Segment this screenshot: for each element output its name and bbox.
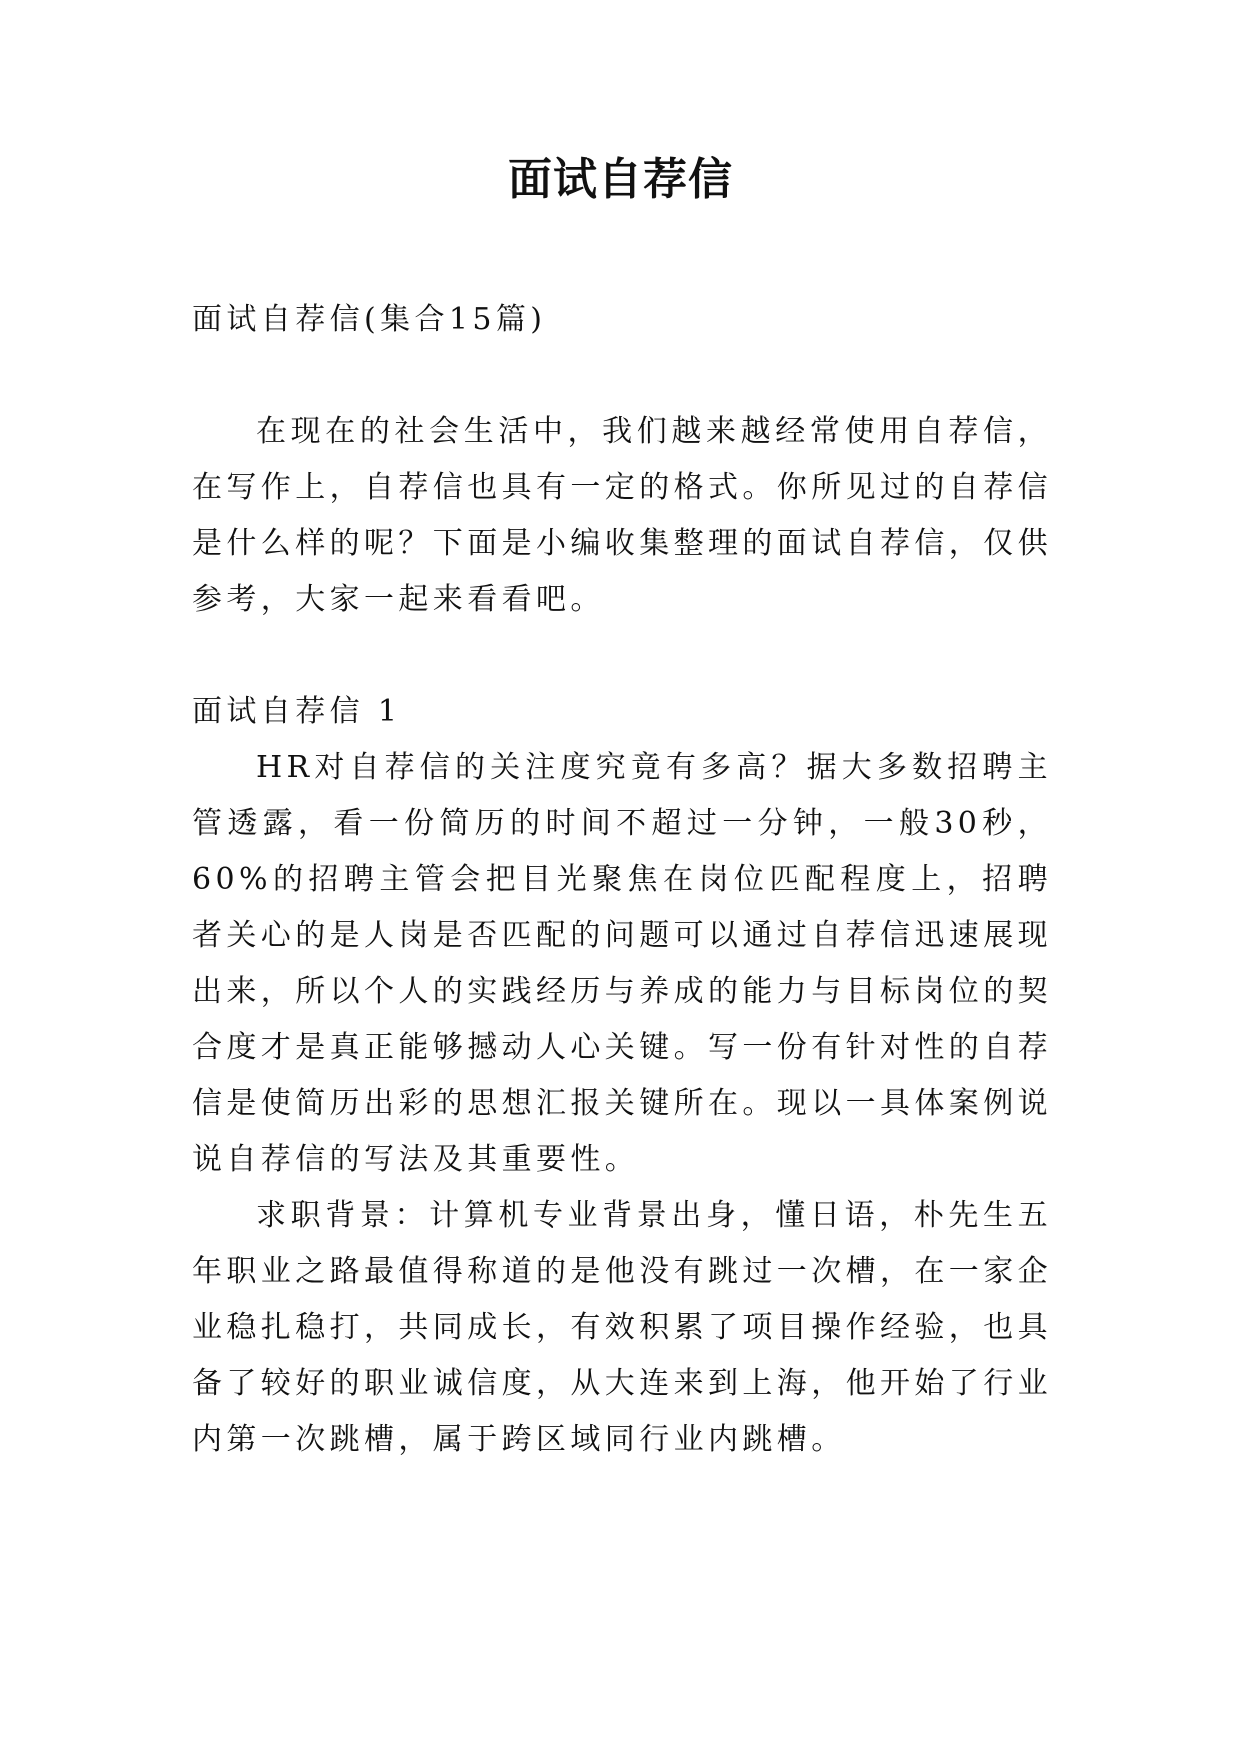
- section-heading: 面试自荐信 1: [192, 694, 402, 729]
- document-body: [192, 292, 1052, 1468]
- intro-paragraph: 在现在的社会生活中，我们越来越经常使用自荐信，在写作上，自荐信也具有一定的格式。你所见过的自荐信是什么样的呢？下面是小编收集整理的面试自荐信，仅供参考，大家一起来看看吧。: [192, 414, 1052, 617]
- document-subtitle: 面试自荐信(集合15篇): [192, 302, 547, 337]
- body-paragraph-1: HR对自荐信的关注度究竟有多高？据大多数招聘主管透露，看一份简历的时间不超过一分钟，一般30秒，60%的招聘主管会把目光聚焦在岗位匹配程度上，招聘者关心的是人岗是否匹配的问题可以通过自荐信迅速展现出来，所以个人的实践经历与养成的能力与目标岗位的契合度才是真正能够撼动人心关键。写一份有针对性的自荐信是使简历出彩的思想汇报关键所在。现以一具体案例说说自荐信的写法及其重要性。: [192, 750, 1052, 1177]
- document-title: 面试自荐信: [508, 154, 733, 205]
- body-paragraph-2: 求职背景：计算机专业背景出身，懂日语，朴先生五年职业之路最值得称道的是他没有跳过一次槽，在一家企业稳扎稳打，共同成长，有效积累了项目操作经验，也具备了较好的职业诚信度，从大连来到上海，他开始了行业内第一次跳槽，属于跨区域同行业内跳槽。: [192, 1198, 1052, 1457]
